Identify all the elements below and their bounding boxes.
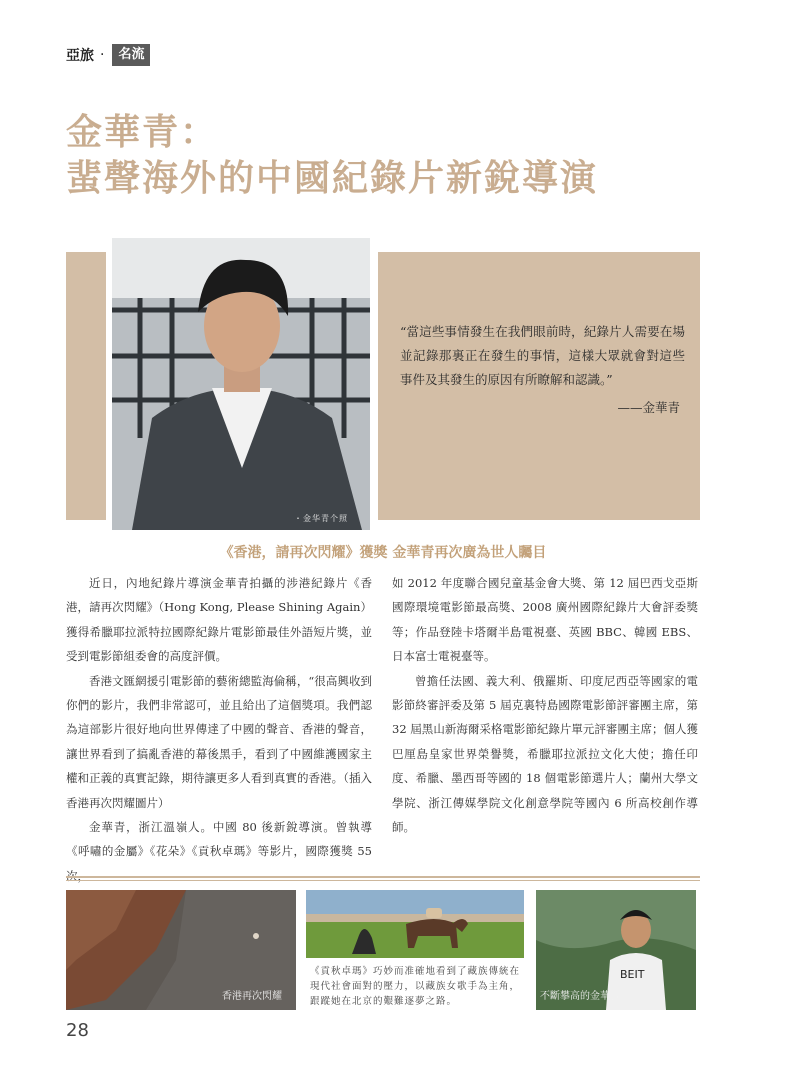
column-tag: 名流 <box>112 44 150 66</box>
separator-dot: · <box>100 47 105 63</box>
portrait-illustration <box>112 238 370 530</box>
divider-rule <box>66 880 700 881</box>
portrait-photo <box>112 238 370 530</box>
quote-author: ——金華青 <box>617 400 680 415</box>
page-number: 28 <box>66 1020 89 1041</box>
tibetan-singer-photo <box>306 890 524 958</box>
article-title-line2: 蜚聲海外的中國紀錄片新銳導演 <box>66 158 599 199</box>
grassland-horse-illustration <box>306 890 524 958</box>
portrait-caption: ・金华青个照 <box>294 514 348 523</box>
body-column-left <box>66 571 372 888</box>
section-subheading: 《香港，請再次閃耀》獲獎 金華青再次廣為世人矚目 <box>219 545 547 561</box>
article-title-line1: 金華青： <box>66 112 219 153</box>
divider-rule <box>66 876 700 878</box>
body-paragraph: 如 2012 年度聯合國兒童基金會大獎、第 12 屆巴西戈亞斯國際環境電影節最高獎、2008 廣州國際紀錄片大會評委獎等；作品登陸卡塔爾半島電視臺、英國 BBC、韓國 EBS、日本富士電視臺等。 <box>392 576 698 664</box>
photo-caption-middle: 《貢秋卓瑪》巧妙而准確地看到了藏族傳統在現代社會面對的壓力，以藏族女歌手為主角，跟蹤她在北京的艱難逐夢之路。 <box>310 966 521 1007</box>
shirt-lettering: BEIT <box>620 968 645 981</box>
body-paragraph: 香港文匯網援引電影節的藝術總監海倫稱，“很高興收到你們的影片，我們非常認可，並且給出了這個獎項。我們認為這部影片很好地向世界傳達了中國的聲音、香港的聲音，讓世界看到了搞亂香港的幕後黑手，看到了中國維護國家主權和正義的真實記錄，期待讓更多人看到真實的香港。（插入香港再次閃耀圖片） <box>66 673 372 810</box>
body-paragraph: 近日，內地紀錄片導演金華青拍攝的涉港紀錄片《香港，請再次閃耀》（Hong Kong, Please Shining Again）獲得希臘耶拉派特拉國際紀錄片電影節最佳外語短片獎，並受到電影節組委會的高度評價。 <box>66 576 372 664</box>
body-paragraph: 金華青，浙江溫嶺人。中國 80 後新銳導演。曾執導《呼嘯的金屬》《花朵》《貢秋卓瑪》等影片，國際獲獎 55 <box>66 820 372 859</box>
pull-quote: “當這些事情發生在我們眼前時，紀錄片人需要在場並記錄那裏正在發生的事情，這樣大眾就會對這些事件及其發生的原因有所瞭解和認識。” <box>400 324 685 387</box>
body-column-right <box>392 571 698 839</box>
climbing-portrait-photo <box>536 890 696 1010</box>
magazine-brand: 亞旅 <box>66 48 94 64</box>
body-paragraph: 曾擔任法國、義大利、俄羅斯、印度尼西亞等國家的電影節終審評委及第 5 屆克裏特島國際電影節評審團主席，第 32 屆黑山新海爾采格電影節紀錄片單元評審團主席；個人獲巴厘島皇家世界榮譽獎，希臘耶拉派拉文化大使；擔任印度、希臘、墨西哥等國的 18 個電影節選片人；蘭州大學文學院、浙江傳媒學院文化創意學院等國內 6 所高校創作導師。 <box>392 673 698 835</box>
decorative-band-left <box>66 252 106 520</box>
masthead <box>66 44 150 66</box>
photo-caption-right: 不斷攀高的金華青 <box>540 991 620 1002</box>
scrap-metal-photo <box>66 890 296 1010</box>
photo-caption-left: 香港再次閃耀 <box>222 991 282 1002</box>
